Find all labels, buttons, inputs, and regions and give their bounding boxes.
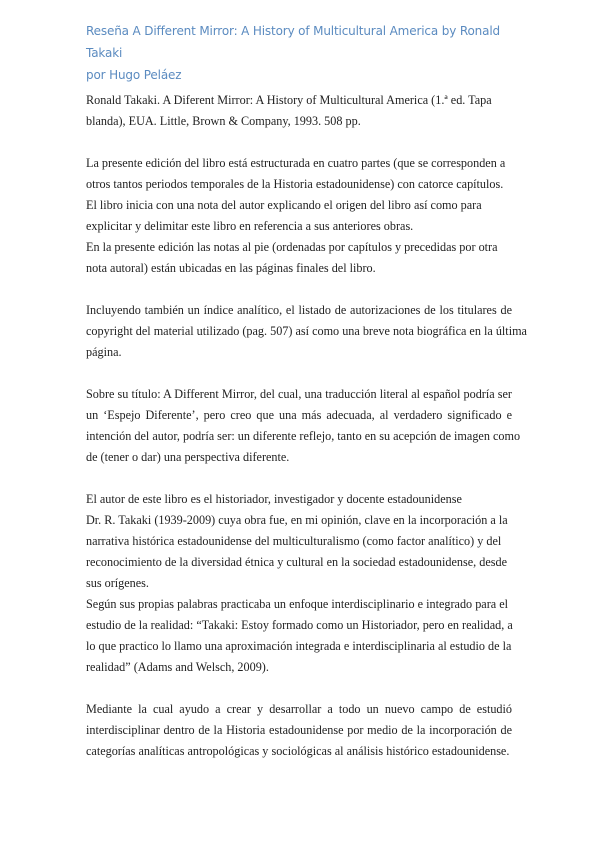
text-line: narrativa histórica estadounidense del multiculturalismo (como factor analítico) y del <box>86 534 502 548</box>
text-line: blanda), EUA. Little, Brown & Company, 1993. 508 pp. <box>86 114 361 128</box>
document-body <box>86 90 527 783</box>
text-line: Dr. R. Takaki (1939-2009) cuya obra fue, en mi opinión, clave en la incorporación a la <box>86 513 508 527</box>
text-line: La presente edición del libro está estructurada en cuatro partes (que se corresponden a <box>86 156 506 170</box>
header-title-line-2: por Hugo Peláez <box>86 68 182 82</box>
text-line: Según sus propias palabras practicaba un enfoque interdisciplinario e integrado para el <box>86 597 509 611</box>
text-line: copyright del material utilizado (pag. 507) así como una breve nota biográfica en la última <box>86 324 527 338</box>
paragraph-index <box>86 300 527 363</box>
page-header <box>86 20 526 86</box>
text-line: lo que practico lo llamo una aproximación integrada e interdisciplinaria al estudio de la <box>86 639 512 653</box>
paragraph-title <box>86 384 521 468</box>
text-line: un ‘Espejo Diferente’, pero creo que una más adecuada, al verdadero significado e <box>86 408 512 422</box>
text-line: nota autoral) están ubicadas en las páginas finales del libro. <box>86 261 376 275</box>
header-title-line-1: Reseña A Different Mirror: A History of Multicultural America by Ronald Takaki <box>86 24 500 60</box>
text-line: interdisciplinar dentro de la Historia estadounidense por medio de la incorporación de <box>86 723 512 737</box>
text-line: reconocimiento de la diversidad étnica y cultural en la sociedad estadounidense, desde <box>86 555 507 569</box>
text-line: El autor de este libro es el historiador, investigador y docente estadounidense <box>86 492 462 506</box>
text-line: de (tener o dar) una perspectiva diferente. <box>86 450 290 464</box>
text-line: El libro inicia con una nota del autor explicando el origen del libro así como para <box>86 198 482 212</box>
paragraph-structure <box>86 153 512 279</box>
text-line: sus orígenes. <box>86 576 149 590</box>
text-line: página. <box>86 345 122 359</box>
paragraph-citation <box>86 90 512 132</box>
text-line: Incluyendo también un índice analítico, el listado de autorizaciones de los titulares de <box>86 303 512 317</box>
text-line: En la presente edición las notas al pie (ordenadas por capítulos y precedidas por otra <box>86 240 498 254</box>
text-line: estudio de la realidad: “Takaki: Estoy formado como un Historiador, pero en realidad, a <box>86 618 513 632</box>
text-line: otros tantos periodos temporales de la Historia estadounidense) con catorce capítulos. <box>86 177 504 191</box>
text-line: Mediante la cual ayudo a crear y desarrollar a todo un nuevo campo de estudió <box>86 702 512 716</box>
paragraph-contribution <box>86 699 512 762</box>
text-line: Ronald Takaki. A Diferent Mirror: A History of Multicultural America (1.ª ed. Tapa <box>86 93 492 107</box>
paragraph-author <box>86 489 512 678</box>
text-line: categorías analíticas antropológicas y sociológicas al análisis histórico estadounidense. <box>86 744 510 758</box>
text-line: Sobre su título: A Different Mirror, del cual, una traducción literal al español podría ser <box>86 387 512 401</box>
text-line: realidad” (Adams and Welsch, 2009). <box>86 660 269 674</box>
text-line: intención del autor, podría ser: un diferente reflejo, tanto en su acepción de imagen como <box>86 429 521 443</box>
text-line: explicitar y delimitar este libro en referencia a sus anteriores obras. <box>86 219 414 233</box>
